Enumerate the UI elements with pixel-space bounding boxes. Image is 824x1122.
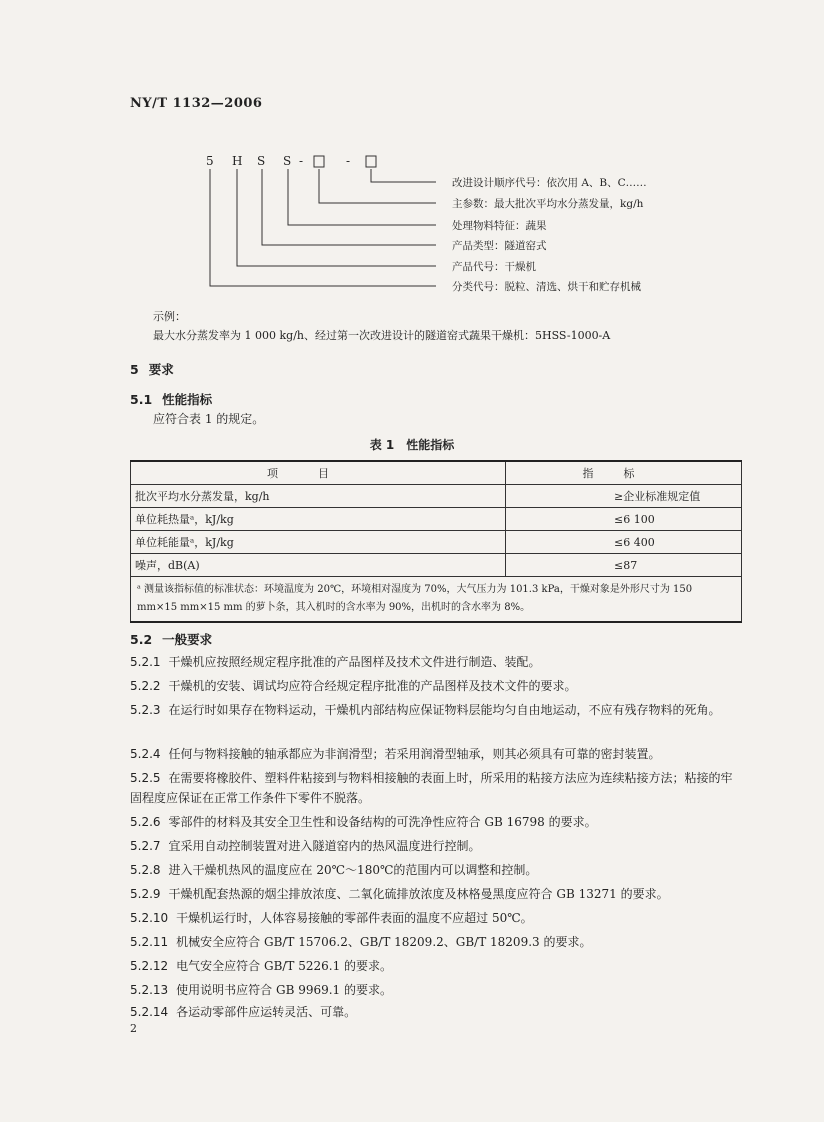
row-item: 单位耗能量ᵃ，kJ/kg <box>131 531 506 554</box>
section-number: 5.2 <box>130 632 153 647</box>
page-number: 2 <box>130 1022 137 1035</box>
clause-text: 干燥机运行时，人体容易接触的零部件表面的温度不应超过 50℃。 <box>176 911 533 925</box>
clause-number: 5.2.7 <box>130 839 161 853</box>
code-dash-1: - <box>299 154 304 168</box>
code-char-4: S <box>283 154 292 168</box>
section-5-heading <box>130 360 174 378</box>
clause-5-2-9 <box>130 884 742 904</box>
code-char-1: 5 <box>206 154 214 168</box>
table-row <box>131 485 742 508</box>
code-dash-2: - <box>346 154 351 168</box>
section-title: 要求 <box>148 362 174 377</box>
clause-text: 机械安全应符合 GB/T 15706.2、GB/T 18209.2、GB/T 18209.3 的要求。 <box>176 935 592 949</box>
clause-number: 5.2.9 <box>130 887 161 901</box>
clause-text: 干燥机应按照经规定程序批准的产品图样及技术文件进行制造、装配。 <box>168 655 541 669</box>
clause-text: 各运动零部件应运转灵活、可靠。 <box>176 1005 357 1019</box>
clause-5-2-5 <box>130 768 742 808</box>
performance-table <box>130 460 742 623</box>
code-char-3: S <box>257 154 266 168</box>
clause-number: 5.2.6 <box>130 815 161 829</box>
clause-number: 5.2.8 <box>130 863 161 877</box>
clause-text: 在运行时如果存在物料运动，干燥机内部结构应保证物料层能均匀自由地运动，不应有残存物料的死角。 <box>168 703 721 717</box>
clause-5-2-7 <box>130 836 742 856</box>
clause-text: 干燥机配套热源的烟尘排放浓度、二氧化硫排放浓度及林格曼黑度应符合 GB 13271 的要求。 <box>168 887 669 901</box>
designation-diagram <box>200 150 680 300</box>
annotation-main-param: 主参数：最大批次平均水分蒸发量，kg/h <box>452 198 644 210</box>
leader-line-5 <box>237 169 436 266</box>
leader-line-2 <box>319 169 436 203</box>
clause-text: 任何与物料接触的轴承都应为非润滑型；若采用润滑型轴承，则其必须具有可靠的密封装置。 <box>168 747 661 761</box>
clause-number: 5.2.1 <box>130 655 161 669</box>
table-title: 表 1 性能指标 <box>369 438 455 452</box>
clause-number: 5.2.11 <box>130 935 169 949</box>
clause-number: 5.2.5 <box>130 771 161 785</box>
row-value: ≤6 400 <box>506 531 742 554</box>
clause-5-2-12 <box>130 956 742 976</box>
clause-5-2-4 <box>130 744 742 764</box>
standard-code: NY/T 1132—2006 <box>130 96 263 111</box>
clause-5-2-6 <box>130 812 742 832</box>
section-title: 性能指标 <box>162 392 213 407</box>
annotation-category: 分类代号：脱粒、清选、烘干和贮存机械 <box>452 281 641 293</box>
clause-number: 5.2.13 <box>130 983 169 997</box>
row-item: 噪声，dB(A) <box>131 554 506 577</box>
row-value: ≤87 <box>506 554 742 577</box>
clause-5-2-3 <box>130 700 742 720</box>
clause-5-2-2 <box>130 676 742 696</box>
clause-5-2-10 <box>130 908 742 928</box>
table-note-row <box>131 577 742 623</box>
section-5-1-intro: 应符合表 1 的规定。 <box>153 412 265 426</box>
table-row <box>131 508 742 531</box>
clause-number: 5.2.12 <box>130 959 169 973</box>
clause-number: 5.2.14 <box>130 1005 169 1019</box>
example-label: 示例： <box>153 310 186 323</box>
leader-line-6 <box>210 169 436 286</box>
clause-5-2-11 <box>130 932 742 952</box>
section-number: 5.1 <box>130 392 153 407</box>
clause-number: 5.2.2 <box>130 679 161 693</box>
designation-lines <box>200 150 680 300</box>
clause-text: 进入干燥机热风的温度应在 20℃～180℃的范围内可以调整和控制。 <box>168 863 538 877</box>
code-char-2: H <box>232 154 243 168</box>
section-5-2-heading <box>130 630 212 648</box>
table-row <box>131 554 742 577</box>
param-box-1 <box>314 156 324 167</box>
table-header-row <box>131 461 742 485</box>
clause-number: 5.2.4 <box>130 747 161 761</box>
clause-text: 宜采用自动控制装置对进入隧道窑内的热风温度进行控制。 <box>168 839 481 853</box>
clause-5-2-14 <box>130 1002 742 1022</box>
param-box-2 <box>366 156 376 167</box>
clause-text: 在需要将橡胶件、塑料件粘接到与物料相接触的表面上时，所采用的粘接方法应为连续粘接方法；粘接的牢固程度应保证在正常工作条件下零件不脱落。 <box>130 771 733 805</box>
clause-5-2-13 <box>130 980 742 1000</box>
leader-line-3 <box>288 169 436 225</box>
clause-text: 零部件的材料及其安全卫生性和设备结构的可洗净性应符合 GB 16798 的要求。 <box>168 815 597 829</box>
example-text: 最大水分蒸发率为 1 000 kg/h、经过第一次改进设计的隧道窑式蔬果干燥机：5HSS-1000-A <box>153 329 611 342</box>
clause-number: 5.2.10 <box>130 911 169 925</box>
section-title: 一般要求 <box>162 632 213 647</box>
header-item: 项目 <box>131 461 506 485</box>
section-5-1-heading <box>130 390 212 408</box>
clause-text: 电气安全应符合 GB/T 5226.1 的要求。 <box>176 959 393 973</box>
clause-number: 5.2.3 <box>130 703 161 717</box>
annotation-product-code: 产品代号：干燥机 <box>452 261 536 273</box>
clause-text: 使用说明书应符合 GB 9969.1 的要求。 <box>176 983 393 997</box>
section-number: 5 <box>130 362 139 377</box>
row-value: ≤6 100 <box>506 508 742 531</box>
row-item: 批次平均水分蒸发量，kg/h <box>131 485 506 508</box>
header-value: 指标 <box>506 461 742 485</box>
clause-text: 干燥机的安装、调试均应符合经规定程序批准的产品图样及技术文件的要求。 <box>168 679 577 693</box>
annotation-material: 处理物料特征：蔬果 <box>452 220 547 232</box>
leader-line-1 <box>371 169 436 182</box>
row-value: ≥企业标准规定值 <box>506 485 742 508</box>
annotation-revision: 改进设计顺序代号：依次用 A、B、C…… <box>452 177 647 189</box>
table-row <box>131 531 742 554</box>
table-footnote: ᵃ 测量该指标值的标准状态：环境温度为 20℃，环境相对湿度为 70%，大气压力为 101.3 kPa，干燥对象是外形尺寸为 150 mm×15 mm×15 mm 的萝卜条，其入机时的含水率为 90%，出机时的含水率为 8%。 <box>131 577 742 623</box>
row-item: 单位耗热量ᵃ，kJ/kg <box>131 508 506 531</box>
clause-5-2-1 <box>130 652 742 672</box>
annotation-type: 产品类型：隧道窑式 <box>452 240 547 252</box>
clause-5-2-8 <box>130 860 742 880</box>
